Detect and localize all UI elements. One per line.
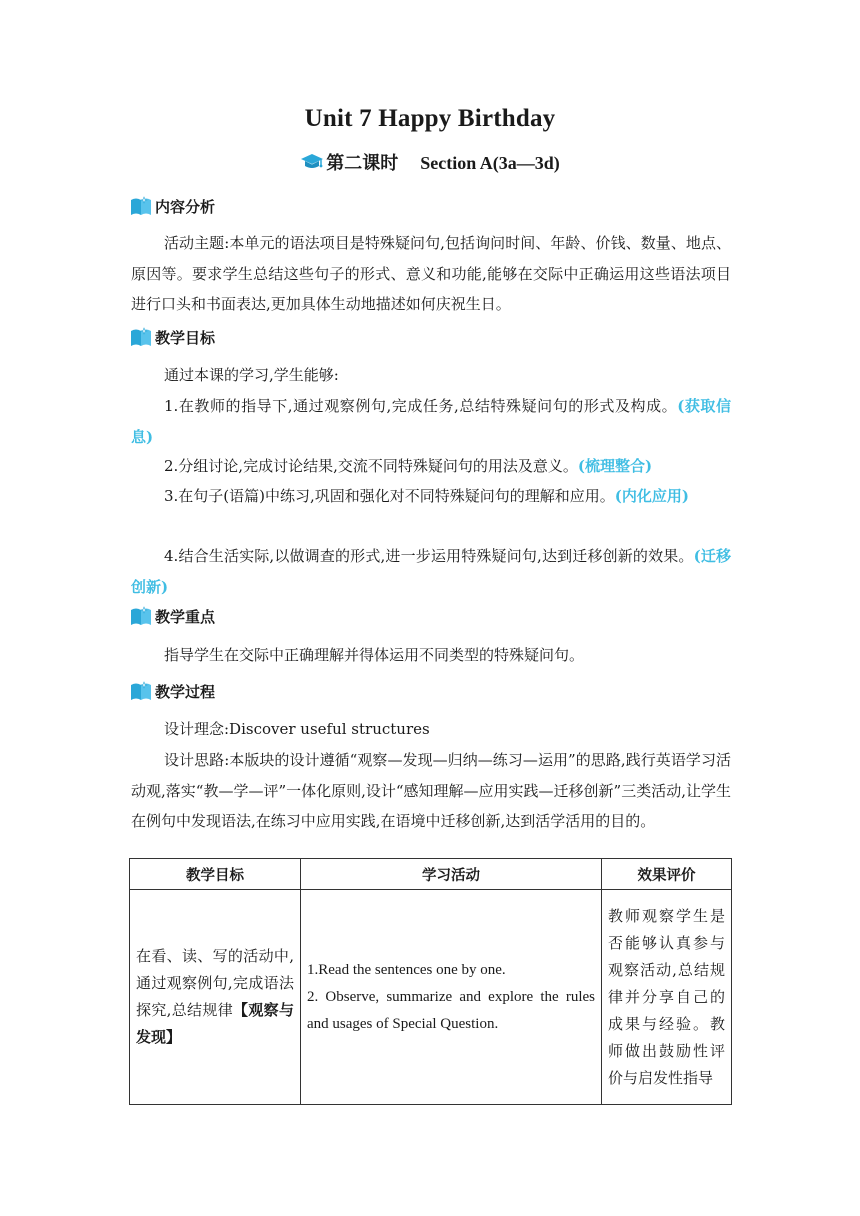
goal-tag: 【观察与发现】 (136, 1001, 294, 1046)
subtitle-section: Section A(3a—3d) (420, 153, 560, 173)
objective-item-3 (131, 481, 731, 512)
book-sparkle-icon (130, 605, 152, 627)
page-title: Unit 7 Happy Birthday (304, 105, 556, 132)
objective-item-1 (131, 391, 731, 452)
section-heading-process (130, 679, 215, 703)
table-cell-goal (130, 890, 301, 1105)
objective-text: 3.在句子(语篇)中练习,巩固和强化对不同特殊疑问句的理解和应用。 (164, 487, 615, 505)
objective-tag: (梳理整合) (577, 457, 653, 475)
objective-text: 1.在教师的指导下,通过观察例句,完成任务,总结特殊疑问句的形式及构成。 (164, 397, 678, 415)
objective-item-4 (131, 541, 731, 602)
objective-tag: (内化应用) (614, 487, 689, 505)
objective-item-2 (131, 451, 731, 482)
activity-item: 1.Read the sentences one by one. (307, 961, 506, 978)
key-points-paragraph: 指导学生在交际中正确理解并得体运用不同类型的特殊疑问句。 (164, 646, 585, 664)
goal-text: 在看、读、写的活动中,通过观察例句,完成语法探究,总结规律 (136, 947, 294, 1019)
table-row (130, 890, 732, 1105)
table-header-activity: 学习活动 (301, 859, 602, 890)
book-sparkle-icon (130, 195, 152, 217)
table-header-evaluation: 效果评价 (602, 859, 732, 890)
lesson-subtitle (0, 149, 860, 177)
section-title: 内容分析 (155, 197, 216, 216)
process-idea: 设计思路:本版块的设计遵循“观察—发现—归纳—练习—运用”的思路,践行英语学习活动观,落实“教—学—评”一体化原则,设计“感知理解—应用实践—迁移创新”三类活动,让学生在例句中发现语法,在练习中应用实践,在语境中迁移创新,达到活学活用的目的。 (131, 751, 731, 830)
process-concept: 设计理念:Discover useful structures (164, 720, 430, 738)
objectives-intro: 通过本课的学习,学生能够: (164, 366, 339, 384)
table-header-goal: 教学目标 (130, 859, 301, 890)
section-heading-content-analysis (130, 194, 215, 218)
content-analysis-paragraph: 活动主题:本单元的语法项目是特殊疑问句,包括询问时间、年龄、价钱、数量、地点、原因等。要求学生总结这些句子的形式、意义和功能,能够在交际中正确运用这些语法项目进行口头和书面表达,更加具体生动地描述如何庆祝生日。 (131, 234, 731, 313)
book-sparkle-icon (130, 680, 152, 702)
section-title: 教学重点 (155, 607, 216, 626)
subtitle-lesson: 第二课时 (326, 153, 399, 173)
book-sparkle-icon (130, 326, 152, 348)
graduation-cap-icon (300, 152, 324, 177)
section-title: 教学过程 (155, 682, 216, 701)
activity-item: 2. Observe, summarize and explore the rules and usages of Special Question. (307, 988, 595, 1032)
table-cell-activity (301, 890, 602, 1105)
objective-text: 4.结合生活实际,以做调查的形式,进一步运用特殊疑问句,达到迁移创新的效果。 (164, 547, 694, 565)
objective-tag: (迁移创新) (131, 547, 731, 596)
table-cell-evaluation: 教师观察学生是否能够认真参与观察活动,总结规律并分享自己的成果与经验。教师做出鼓励性评价与启发性指导 (602, 890, 732, 1105)
process-table (129, 858, 732, 1105)
table-header-row (130, 859, 732, 890)
section-heading-objectives (130, 325, 215, 349)
objective-text: 2.分组讨论,完成讨论结果,交流不同特殊疑问句的用法及意义。 (164, 457, 578, 475)
objective-tag: (获取信息) (131, 397, 731, 446)
section-heading-key-points (130, 604, 215, 628)
section-title: 教学目标 (155, 328, 216, 347)
